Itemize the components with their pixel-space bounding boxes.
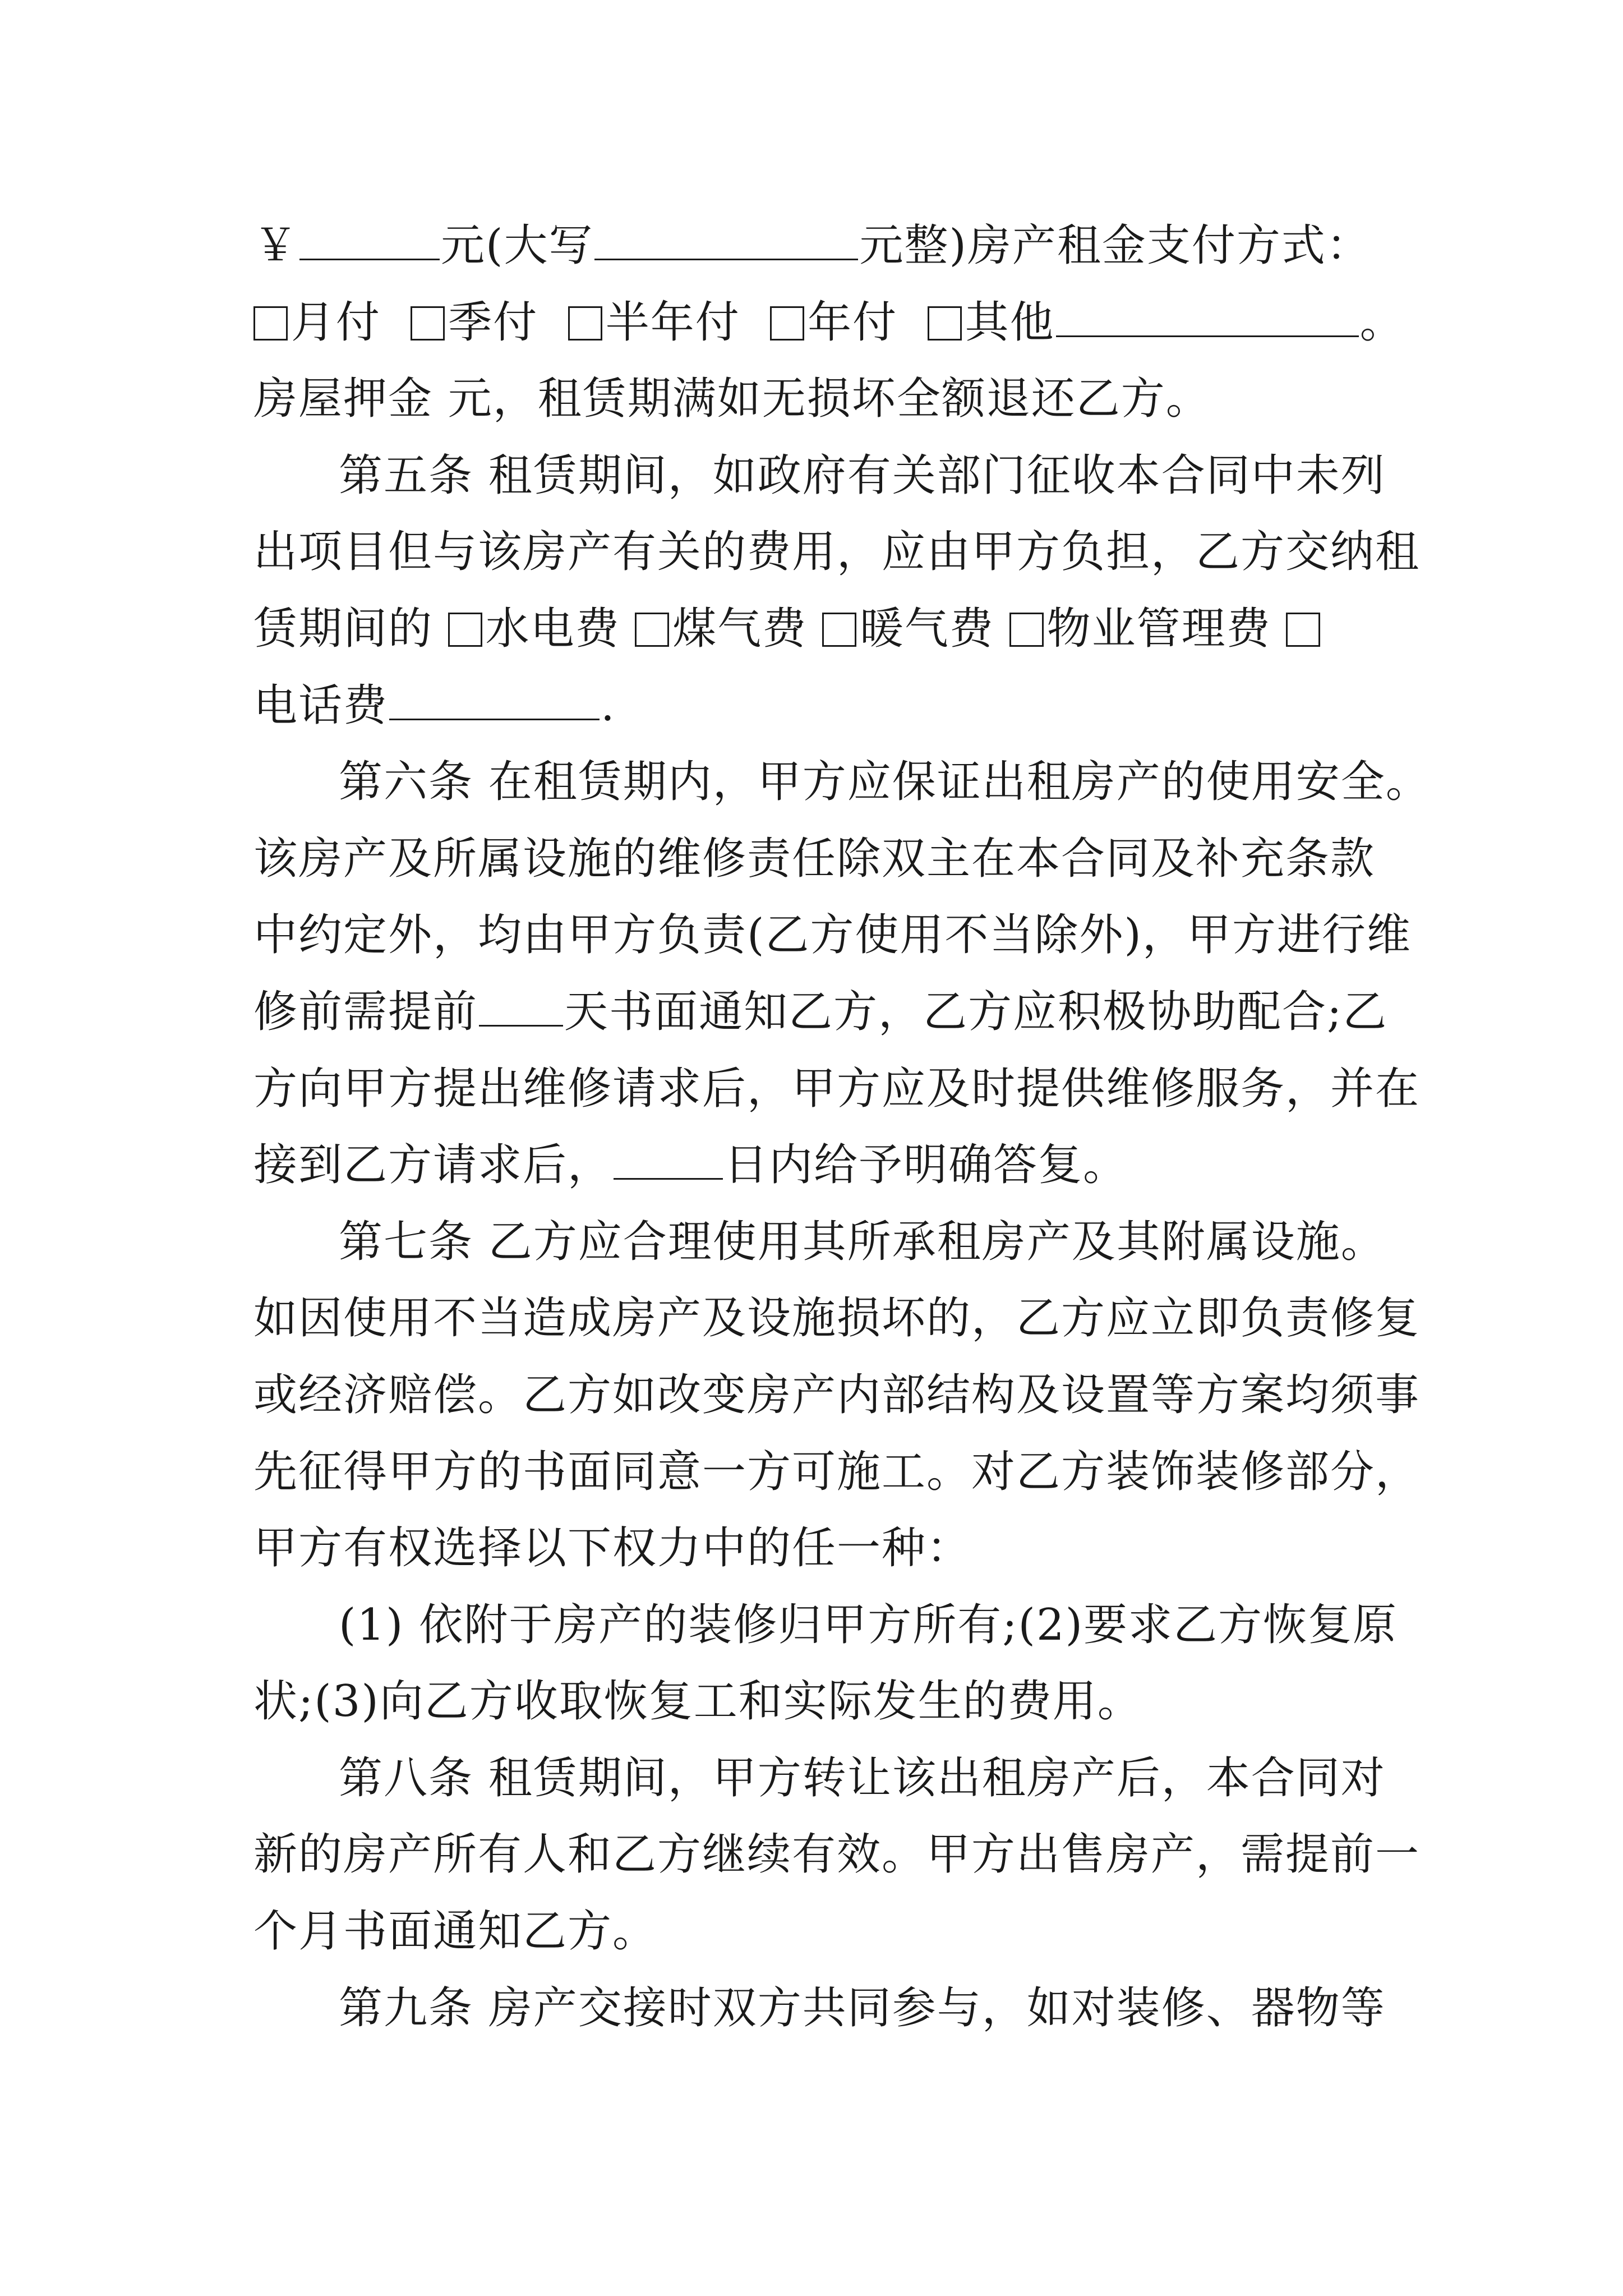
checkbox-icon xyxy=(822,613,856,647)
other-payment-blank xyxy=(1056,294,1359,337)
option-monthly: 月付 xyxy=(291,297,381,348)
article-5-line-4 xyxy=(253,668,1398,744)
article-5-line-1: 第五条 租赁期间，如政府有关部门征收本合同中未列 xyxy=(339,450,1386,501)
article-7-line-3: 或经济赔偿。乙方如改变房产内部结构及设置等方案均须事 xyxy=(253,1369,1421,1420)
article-5-line-3 xyxy=(253,591,1398,668)
yen-symbol: ￥ xyxy=(253,220,299,271)
payment-options-line xyxy=(253,284,1405,361)
checkbox-icon xyxy=(568,306,602,341)
article-6-line-5: 方向甲方提出维修请求后，甲方应及时提供维修服务，并在 xyxy=(253,1063,1421,1114)
fee-phone: 电话费 xyxy=(253,680,389,731)
article-7-line-4: 先征得甲方的书面同意一方可施工。对乙方装饰装修部分， xyxy=(253,1446,1421,1497)
option-other: 其他 xyxy=(965,297,1055,348)
option-yearly: 年付 xyxy=(808,297,898,348)
article-7-line-1: 第七条 乙方应合理使用其所承租房产及其附属设施。 xyxy=(339,1216,1386,1267)
rent-amount-capital-blank xyxy=(594,217,858,260)
option-quarterly: 季付 xyxy=(448,297,538,348)
deposit-line: 房屋押金 元，租赁期满如无损坏全额退还乙方。 xyxy=(253,374,1211,425)
contract-body xyxy=(253,208,1431,2046)
rent-amount-line xyxy=(253,208,1398,284)
fee-property-management: 物业管理费 xyxy=(1046,603,1271,654)
reply-suffix: 日内给予明确答复。 xyxy=(724,1140,1128,1191)
article-8-line-1: 第八条 租赁期间，甲方转让该出租房产后，本合同对 xyxy=(339,1752,1386,1803)
checkbox-icon xyxy=(411,306,445,341)
fees-prefix: 赁期间的 xyxy=(253,603,434,654)
checkbox-icon xyxy=(770,306,804,341)
reply-days-blank xyxy=(614,1137,723,1180)
article-7-option-line-2: 状;(3)向乙方收取恢复工和实际发生的费用。 xyxy=(253,1676,1142,1727)
article-8-line-2: 新的房产所有人和乙方继续有效。甲方出售房产，需提前一 xyxy=(253,1829,1421,1880)
checkbox-icon xyxy=(928,306,962,341)
article-7-line-5: 甲方有权选择以下权力中的任一种： xyxy=(253,1523,972,1574)
rent-payment-label: 元整)房产租金支付方式： xyxy=(859,220,1371,271)
phone-fee-blank xyxy=(389,677,600,720)
notice-prefix: 修前需提前 xyxy=(253,986,478,1037)
article-6-line-3: 中约定外，均由甲方负责(乙方使用不当除外)，甲方进行维 xyxy=(253,910,1412,961)
checkbox-icon xyxy=(1286,613,1320,647)
checkbox-icon xyxy=(253,306,288,341)
article-7-line-2: 如因使用不当造成房产及设施损坏的，乙方应立即负责修复 xyxy=(253,1293,1421,1344)
notice-suffix: 天书面通知乙方，乙方应积极协助配合;乙 xyxy=(564,986,1388,1037)
article-8-line-3: 个月书面通知乙方。 xyxy=(253,1906,658,1957)
article-6-line-2: 该房产及所属设施的维修责任除双主在本合同及补充条款 xyxy=(253,833,1376,884)
fee-utilities: 水电费 xyxy=(485,603,620,654)
checkbox-icon xyxy=(635,613,669,647)
rent-amount-blank xyxy=(299,217,440,260)
option-half-year: 半年付 xyxy=(605,297,740,348)
reply-prefix: 接到乙方请求后， xyxy=(253,1140,613,1191)
rent-amount-label: 元(大写 xyxy=(441,220,594,271)
article-6-line-6 xyxy=(253,1127,1398,1204)
fee-heating: 暖气费 xyxy=(859,603,994,654)
checkbox-icon xyxy=(1009,613,1044,647)
fee-gas: 煤气费 xyxy=(672,603,808,654)
article-6-line-4 xyxy=(253,974,1398,1051)
period: . xyxy=(601,680,616,731)
article-9-line-1: 第九条 房产交接时双方共同参与，如对装修、器物等 xyxy=(339,1982,1386,2033)
checkbox-icon xyxy=(448,613,482,647)
article-5-line-2: 出项目但与该房产有关的费用，应由甲方负担，乙方交纳租 xyxy=(253,527,1421,578)
article-7-option-line-1: (1) 依附于房产的装修归甲方所有;(2)要求乙方恢复原 xyxy=(339,1599,1398,1650)
period: 。 xyxy=(1359,297,1405,348)
notice-days-blank xyxy=(479,983,563,1027)
article-6-line-1: 第六条 在租赁期内，甲方应保证出租房产的使用安全。 xyxy=(339,757,1431,808)
